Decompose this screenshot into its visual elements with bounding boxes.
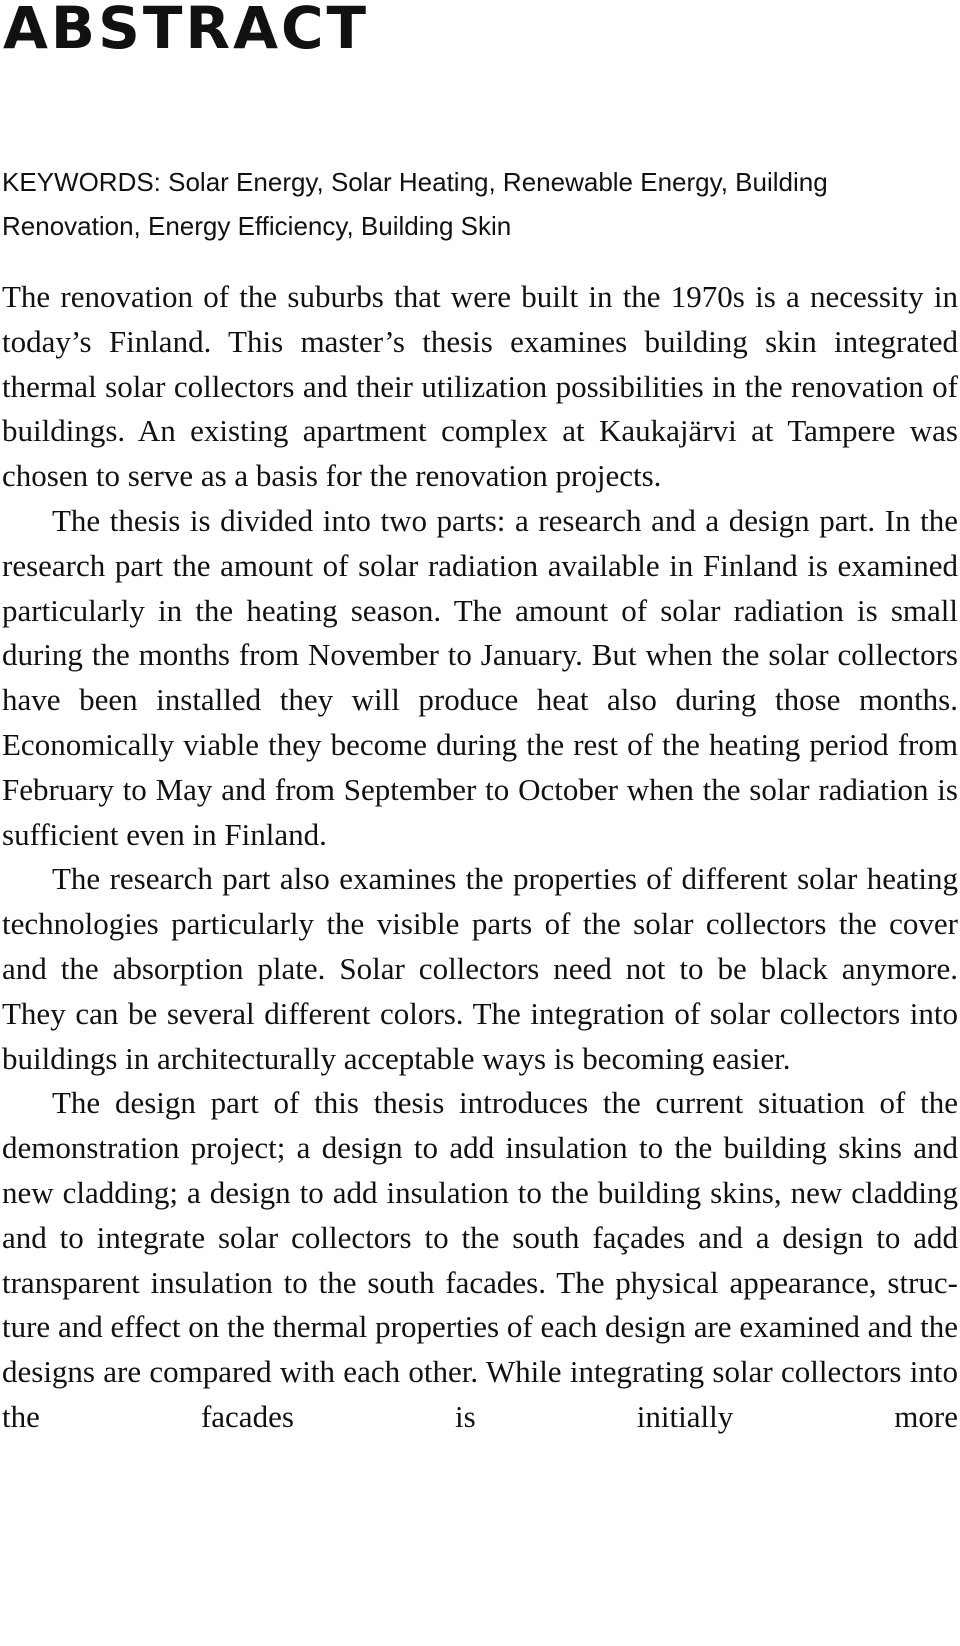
abstract-body bbox=[2, 275, 958, 1440]
keywords-line: KEYWORDS: Solar Energy, Solar Heating, Renewable Energy, Building Renovation, Energy Efficiency, Building Skin bbox=[2, 167, 828, 241]
paragraph-research-overview: The thesis is divided into two parts: a research and a design part. In the research part the amount of solar radiation available in Finland is examined particularly in the heating season. The amount of solar radiation is small during the months from November to January. But when the solar collectors have been installed they will produce heat also during those months. Economically viable they become during the rest of the heating period from February to May and from September to October when the solar radiation is sufficient even in Finland. bbox=[2, 502, 958, 852]
page-title: ABSTRACT bbox=[3, 0, 370, 62]
paragraph-technologies: The research part also examines the properties of different solar heating technologies particularly the visible parts of the solar collectors the cover and the absorption plate. Solar collectors need not to be black anymore. They can be several different colors. The integration of solar collectors into buildings in architecturally acceptable ways is becoming easier. bbox=[2, 861, 958, 1076]
paragraph-introduction: The renovation of the suburbs that were built in the 1970s is a necessity in today’s Finland. This master’s thesis examines building skin integrated thermal solar collectors and their utilization possibilities in the renovation of buildings. An existing apartment complex at Kaukajärvi at Tampere was chosen to serve as a basis for the renovation projects. bbox=[2, 279, 958, 494]
paragraph-design-part: The design part of this thesis introduces the current situation of the demonstration project; a design to add insulation to the building skins and new cladding; a design to add insulation to the building skins, new cladding and to integrate solar collectors to the south façades and a design to add transparent insulation to the south facades. The physical appearance, structure and effect on the thermal properties of each design are examined and the designs are compared with each other. While integrating solar collectors into the facades is initially more bbox=[2, 1085, 958, 1434]
